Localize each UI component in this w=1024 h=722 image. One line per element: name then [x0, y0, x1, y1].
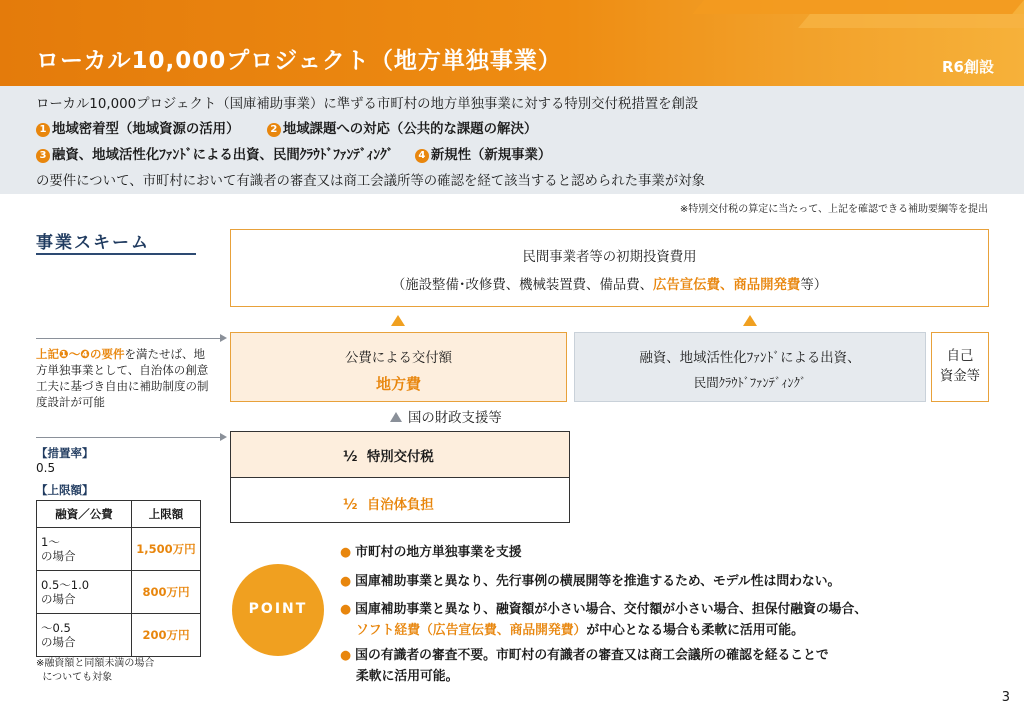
table-header: 融資／公費: [37, 501, 132, 528]
point-text: 市町村の地方単独事業を支援: [355, 545, 522, 560]
table-footnote: [36, 657, 154, 685]
point-item-continued: [356, 619, 804, 638]
point-text: 国の有識者の審査不要。市町村の有識者の審査又は商工会議所の確認を経ることで: [355, 648, 829, 663]
table-cell: [37, 571, 132, 614]
pointer-line: [36, 437, 222, 438]
table-cell: 200万円: [132, 614, 201, 657]
bullet-icon: ●: [340, 648, 352, 663]
ratio-text: 1～: [41, 535, 60, 549]
state-support-text: 国の財政支援等: [408, 411, 502, 426]
limit-label: 【上限額】: [36, 483, 94, 497]
requirement-label: 融資、地域活性化ﾌｧﾝﾄﾞによる出資、民間ｸﾗｳﾄﾞﾌｧﾝﾃﾞｨﾝｸﾞ: [52, 148, 394, 163]
ratio-text: の場合: [41, 635, 76, 649]
header-banner: [0, 0, 1024, 86]
point-label: POINT: [248, 601, 308, 617]
table-row: [37, 528, 201, 571]
up-arrow-icon: [390, 412, 402, 422]
special-tax-text: 特別交付税: [366, 450, 434, 465]
requirement-highlight: 上記❶～❹の要件: [36, 347, 125, 361]
point-item: [340, 541, 522, 560]
requirement-description: [36, 346, 216, 410]
tax-share-box: [230, 431, 570, 523]
arrow-right-icon: [220, 334, 227, 342]
self-funds-line: 資金等: [939, 369, 981, 384]
number-badge: 2: [267, 123, 281, 137]
table-cell: [37, 614, 132, 657]
rate-value: 0.5: [36, 461, 56, 475]
fraction: ½: [343, 497, 358, 513]
footnote: ※特別交付税の算定に当たって、上記を確認できる補助要綱等を提出: [679, 204, 988, 215]
point-text: が中心となる場合も柔軟に活用可能。: [586, 623, 804, 638]
local-burden-text: 自治体負担: [366, 498, 434, 513]
pointer-line: [36, 338, 222, 339]
number-badge: 1: [36, 123, 50, 137]
up-arrow-icon: [391, 315, 405, 326]
intro-line: ローカル10,000プロジェクト（国庫補助事業）に準ずる市町村の地方単独事業に対する特別交付税措置を創設: [36, 97, 699, 112]
table-cell: [37, 528, 132, 571]
special-tax-label: [343, 446, 434, 465]
bullet-icon: ●: [340, 574, 352, 589]
ratio-text: の場合: [41, 549, 76, 563]
self-funds-line: 自己: [946, 349, 974, 364]
bullet-icon: ●: [340, 602, 352, 617]
requirement-text: を満たせば、地方単独事業として、自治体の創意工夫に基づき自由に補助制度の制度設計が可能: [36, 347, 209, 409]
public-grant-box: [230, 332, 567, 402]
initial-cost-box: [230, 229, 989, 307]
finance-box: [574, 332, 926, 402]
header-badge: R6創設: [942, 58, 994, 76]
table-cell: 1,500万円: [132, 528, 201, 571]
fraction: ½: [343, 449, 358, 465]
point-text: 国庫補助事業と異なり、融資額が小さい場合、交付額が小さい場合、担保付融資の場合、: [355, 602, 868, 617]
table-header: 上限額: [132, 501, 201, 528]
number-badge: 3: [36, 149, 50, 163]
ratio-text: の場合: [41, 592, 76, 606]
requirements-row-2: [36, 144, 551, 163]
ratio-text: 0.5～1.0: [41, 578, 90, 592]
ratio-text: ～0.5: [41, 621, 71, 635]
point-item: [340, 598, 867, 617]
initial-cost-title: 民間事業者等の初期投資費用: [522, 250, 697, 265]
requirements-row-1: [36, 118, 537, 137]
point-item: [340, 644, 829, 663]
arrow-right-icon: [220, 433, 227, 441]
requirement-label: 地域課題への対応（公共的な課題の解決）: [282, 122, 538, 137]
section-title: 事業スキーム: [36, 233, 150, 253]
table-header-row: [37, 501, 201, 528]
detail-text: （施設整備･改修費、機械装置費、備品費、: [391, 278, 654, 293]
point-text: 国庫補助事業と異なり、先行事例の横展開等を推進するため、モデル性は問わない。: [355, 574, 841, 589]
table-cell: 800万円: [132, 571, 201, 614]
state-support-label: [390, 407, 502, 426]
header-decoration: [798, 14, 1024, 28]
table-row: [37, 614, 201, 657]
requirement-label: 新規性（新規事業）: [430, 148, 552, 163]
detail-highlight: 広告宣伝費、商品開発費: [653, 278, 801, 293]
self-funds-box: [931, 332, 989, 402]
crowdfunding-label: 民間ｸﾗｳﾄﾞﾌｧﾝﾃﾞｨﾝｸﾞ: [693, 375, 807, 390]
limit-table: [36, 500, 201, 657]
footnote-line: ※融資額と同額未満の場合: [36, 658, 155, 669]
detail-text: 等）: [800, 278, 828, 293]
page-number: 3: [1001, 690, 1010, 705]
requirement-label: 地域密着型（地域資源の活用）: [52, 122, 240, 137]
initial-cost-detail: [231, 274, 988, 293]
self-funds-label: [932, 347, 988, 387]
up-arrow-icon: [743, 315, 757, 326]
point-item: [340, 570, 840, 589]
section-underline: [36, 253, 196, 255]
number-badge: 4: [415, 149, 429, 163]
finance-label: 融資、地域活性化ﾌｧﾝﾄﾞによる出資、: [639, 351, 861, 366]
intro-band: [0, 86, 1024, 194]
point-highlight: ソフト経費（広告宣伝費、商品開発費）: [356, 623, 587, 638]
table-row: [37, 571, 201, 614]
header-decoration: [692, 0, 1024, 14]
intro-line: の要件について、市町村において有識者の審査又は商工会議所等の確認を経て該当すると認められた事業が対象: [36, 174, 705, 189]
local-cost-label: 地方費: [375, 375, 421, 393]
rate-label: 【措置率】: [36, 446, 94, 460]
page-title: ローカル10,000プロジェクト（地方単独事業）: [36, 48, 562, 74]
local-burden-label: [343, 494, 434, 513]
bullet-icon: ●: [340, 545, 352, 560]
point-item-continued: 柔軟に活用可能。: [356, 669, 459, 684]
public-grant-label: 公費による交付額: [344, 351, 453, 366]
footnote-line: についても対象: [42, 672, 113, 683]
